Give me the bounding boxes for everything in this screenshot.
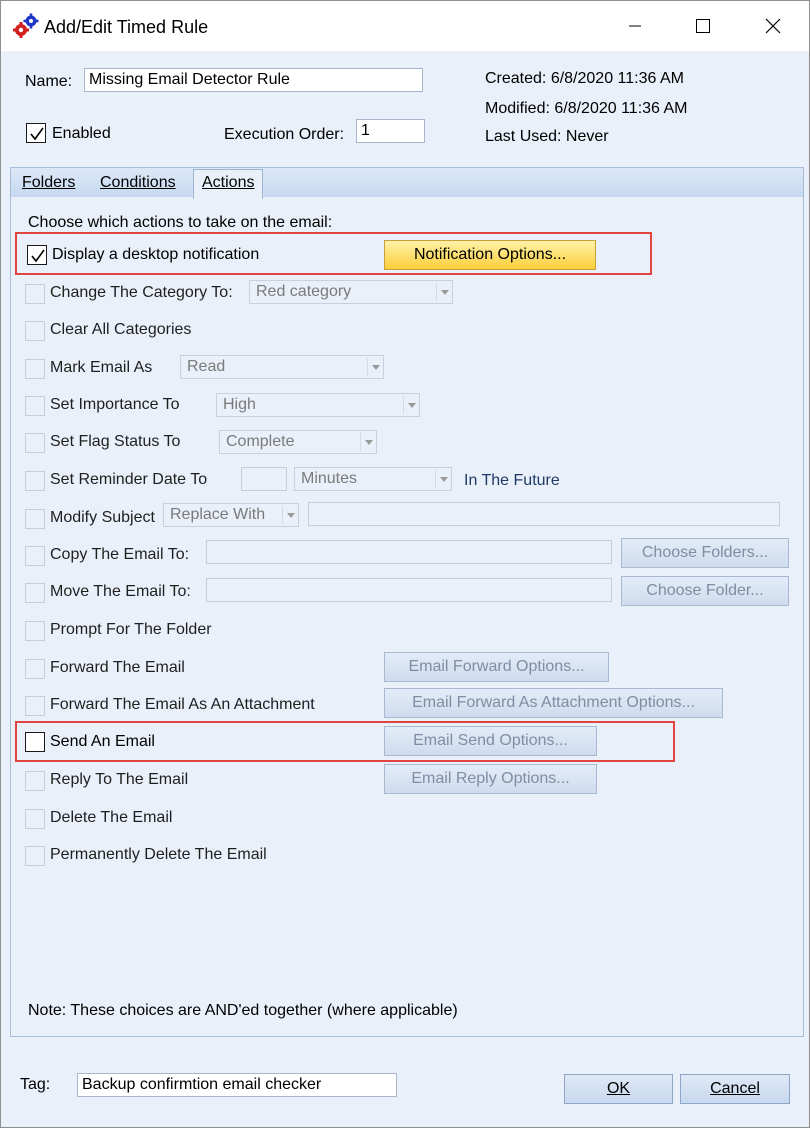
change-category-label: Change The Category To: <box>50 284 233 301</box>
delete-label: Delete The Email <box>50 809 173 826</box>
maximize-icon <box>696 19 710 33</box>
copy-folder-input[interactable] <box>206 540 612 564</box>
set-flag-label: Set Flag Status To <box>50 433 181 450</box>
choose-folder-button[interactable]: Choose Folder... <box>621 576 789 606</box>
tab-folders[interactable]: Folders <box>22 174 76 191</box>
mark-email-checkbox[interactable] <box>25 359 45 379</box>
clear-categories-checkbox[interactable] <box>25 321 45 341</box>
ok-button[interactable]: OK <box>564 1074 673 1104</box>
set-flag-checkbox[interactable] <box>25 433 45 453</box>
send-email-label: Send An Email <box>50 733 155 750</box>
close-icon <box>765 18 781 34</box>
enabled-label: Enabled <box>52 125 111 142</box>
category-dropdown[interactable]: Red category <box>249 280 453 304</box>
actions-intro: Choose which actions to take on the email: <box>28 214 333 231</box>
reply-label: Reply To The Email <box>50 771 189 788</box>
tab-strip <box>10 167 804 197</box>
copy-email-label: Copy The Email To: <box>50 546 190 563</box>
close-button[interactable] <box>739 1 807 51</box>
perm-delete-label: Permanently Delete The Email <box>50 846 267 863</box>
maximize-button[interactable] <box>669 1 737 51</box>
chevron-down-icon <box>365 440 373 445</box>
mark-email-dropdown[interactable]: Read <box>180 355 384 379</box>
name-label: Name: <box>25 73 73 90</box>
perm-delete-checkbox[interactable] <box>25 846 45 866</box>
tag-input[interactable]: Backup confirmtion email checker <box>77 1073 397 1097</box>
title-bar <box>1 1 809 51</box>
modified-text: Modified: 6/8/2020 11:36 AM <box>485 100 688 117</box>
notification-options-button[interactable]: Notification Options... <box>384 240 596 270</box>
subject-text-input[interactable] <box>308 502 780 526</box>
last-used-text: Last Used: Never <box>485 128 609 145</box>
minimize-icon <box>628 19 642 33</box>
forward-attachment-label: Forward The Email As An Attachment <box>50 696 315 713</box>
move-email-label: Move The Email To: <box>50 583 191 600</box>
change-category-checkbox[interactable] <box>25 284 45 304</box>
forward-checkbox[interactable] <box>25 659 45 679</box>
modify-subject-label: Modify Subject <box>50 509 155 526</box>
email-forward-attachment-options-button[interactable]: Email Forward As Attachment Options... <box>384 688 723 718</box>
delete-checkbox[interactable] <box>25 809 45 829</box>
highlight-box-send-email <box>15 721 675 762</box>
execution-order-input[interactable]: 1 <box>356 119 425 143</box>
mark-email-label: Mark Email As <box>50 359 153 376</box>
name-input[interactable]: Missing Email Detector Rule <box>84 68 423 92</box>
tab-actions[interactable]: Actions <box>193 169 263 199</box>
email-forward-options-button[interactable]: Email Forward Options... <box>384 652 609 682</box>
chevron-down-icon <box>372 365 380 370</box>
display-notification-label: Display a desktop notification <box>52 246 260 263</box>
tag-label: Tag: <box>20 1076 51 1093</box>
choose-folders-button[interactable]: Choose Folders... <box>621 538 789 568</box>
set-importance-checkbox[interactable] <box>25 396 45 416</box>
enabled-checkbox[interactable] <box>26 123 46 143</box>
window-title: Add/Edit Timed Rule <box>44 17 209 37</box>
importance-dropdown[interactable]: High <box>216 393 420 417</box>
in-the-future-label: In The Future <box>464 472 560 489</box>
move-folder-input[interactable] <box>206 578 612 602</box>
highlight-box-notification <box>15 232 652 275</box>
subject-mode-dropdown[interactable]: Replace With <box>163 503 299 527</box>
move-email-checkbox[interactable] <box>25 583 45 603</box>
email-send-options-button[interactable]: Email Send Options... <box>384 726 597 756</box>
set-importance-label: Set Importance To <box>50 396 180 413</box>
forward-label: Forward The Email <box>50 659 185 676</box>
reply-checkbox[interactable] <box>25 771 45 791</box>
set-reminder-label: Set Reminder Date To <box>50 471 208 488</box>
modify-subject-checkbox[interactable] <box>25 509 45 529</box>
prompt-folder-checkbox[interactable] <box>25 621 45 641</box>
set-reminder-checkbox[interactable] <box>25 471 45 491</box>
and-note: Note: These choices are AND'ed together (where applicable) <box>28 1002 458 1019</box>
chevron-down-icon <box>408 403 416 408</box>
email-reply-options-button[interactable]: Email Reply Options... <box>384 764 597 794</box>
flag-status-dropdown[interactable]: Complete <box>219 430 377 454</box>
clear-categories-label: Clear All Categories <box>50 321 192 338</box>
reminder-unit-dropdown[interactable]: Minutes <box>294 467 452 491</box>
chevron-down-icon <box>287 513 295 518</box>
reminder-amount-input[interactable] <box>241 467 287 491</box>
forward-attachment-checkbox[interactable] <box>25 696 45 716</box>
copy-email-checkbox[interactable] <box>25 546 45 566</box>
chevron-down-icon <box>440 477 448 482</box>
tab-conditions[interactable]: Conditions <box>100 174 176 191</box>
checkmark-icon <box>28 125 46 143</box>
prompt-folder-label: Prompt For The Folder <box>50 621 212 638</box>
gears-icon <box>13 13 39 39</box>
chevron-down-icon <box>441 290 449 295</box>
minimize-button[interactable] <box>601 1 669 51</box>
cancel-button[interactable]: Cancel <box>680 1074 790 1104</box>
execution-order-label: Execution Order: <box>224 126 345 143</box>
created-text: Created: 6/8/2020 11:36 AM <box>485 70 684 87</box>
